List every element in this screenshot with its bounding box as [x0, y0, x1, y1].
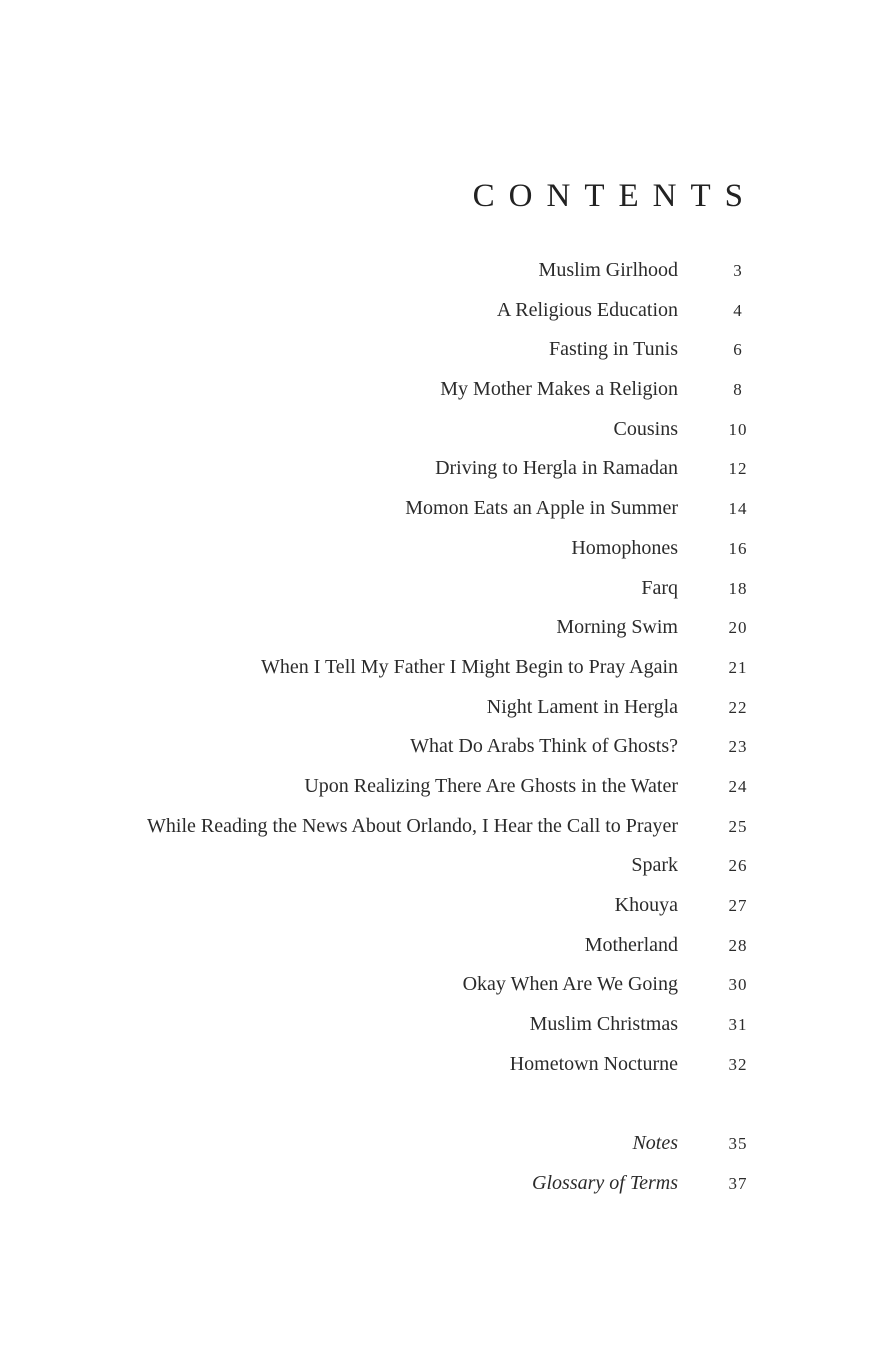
toc-entry [0, 767, 881, 807]
toc-entry-page: 32 [728, 1054, 748, 1074]
toc-entry-page: 24 [728, 776, 748, 796]
toc-entry-title: Homophones [571, 536, 678, 559]
backmatter-entry [0, 1164, 881, 1204]
toc-entry [0, 569, 881, 609]
toc-entry [0, 370, 881, 410]
backmatter-entry-title: Notes [632, 1132, 678, 1154]
toc-entry [0, 688, 881, 728]
toc-entry-title: Motherland [584, 933, 678, 956]
toc-entry-page: 18 [728, 578, 748, 598]
toc-entry-title: Cousins [613, 417, 678, 440]
backmatter-list [0, 1124, 881, 1203]
toc-entry-page: 8 [733, 380, 743, 400]
toc-entry-title: A Religious Education [496, 298, 678, 321]
table-of-contents [0, 251, 881, 1084]
toc-entry-title: What Do Arabs Think of Ghosts? [410, 735, 678, 758]
toc-entry-title: Spark [631, 854, 678, 877]
toc-entry-title: Upon Realizing There Are Ghosts in the Water [304, 774, 678, 797]
contents-heading: CONTENTS [472, 178, 757, 214]
toc-entry-title: Okay When Are We Going [462, 973, 678, 996]
toc-entry [0, 926, 881, 966]
toc-entry-page: 16 [728, 538, 748, 558]
toc-entry-title: While Reading the News About Orlando, I Hear the Call to Prayer [147, 814, 678, 837]
backmatter-entry [0, 1124, 881, 1164]
toc-entry [0, 886, 881, 926]
toc-entry-page: 3 [733, 261, 743, 280]
toc-entry-title: Hometown Nocturne [509, 1052, 678, 1075]
backmatter-entry-title: Glossary of Terms [532, 1171, 678, 1194]
toc-entry-page: 21 [728, 657, 748, 677]
toc-entry-title: Night Lament in Hergla [486, 695, 678, 718]
toc-entry [0, 449, 881, 489]
toc-entry [0, 807, 881, 847]
toc-entry-title: Fasting in Tunis [549, 338, 678, 361]
toc-entry-title: Muslim Girlhood [538, 259, 678, 281]
toc-entry [0, 410, 881, 450]
toc-entry-title: Momon Eats an Apple in Summer [405, 497, 678, 520]
toc-entry-title: When I Tell My Father I Might Begin to Pray Again [260, 655, 678, 678]
toc-entry [0, 1045, 881, 1085]
toc-entry-title: My Mother Makes a Religion [440, 378, 678, 401]
toc-entry [0, 727, 881, 767]
toc-entry [0, 648, 881, 688]
toc-entry-page: 10 [728, 419, 748, 439]
toc-entry-title: Morning Swim [556, 616, 678, 639]
toc-entry [0, 608, 881, 648]
toc-entry-title: Muslim Christmas [529, 1013, 678, 1036]
toc-entry-page: 27 [728, 896, 748, 915]
toc-entry-page: 30 [728, 975, 748, 995]
toc-entry-page: 23 [728, 737, 748, 757]
toc-entry-page: 25 [728, 816, 748, 836]
toc-entry [0, 330, 881, 370]
backmatter-entry-page: 35 [728, 1134, 748, 1153]
toc-entry [0, 251, 881, 291]
toc-entry [0, 291, 881, 331]
toc-entry-page: 6 [733, 340, 743, 360]
toc-entry-page: 28 [728, 935, 748, 955]
toc-entry-title: Driving to Hergla in Ramadan [435, 457, 678, 480]
toc-entry-page: 22 [728, 697, 748, 717]
toc-entry-title: Khouya [614, 894, 678, 916]
toc-entry-title: Farq [641, 576, 678, 599]
toc-entry-page: 14 [728, 499, 748, 519]
toc-entry-page: 26 [728, 856, 748, 876]
toc-entry-page: 20 [728, 618, 748, 638]
toc-entry-page: 4 [733, 300, 743, 320]
toc-entry-page: 12 [728, 459, 748, 479]
toc-entry-page: 31 [728, 1015, 748, 1035]
toc-entry [0, 1005, 881, 1045]
toc-entry [0, 846, 881, 886]
toc-entry [0, 529, 881, 569]
toc-entry [0, 489, 881, 529]
toc-entry [0, 965, 881, 1005]
backmatter-entry-page: 37 [728, 1173, 748, 1193]
